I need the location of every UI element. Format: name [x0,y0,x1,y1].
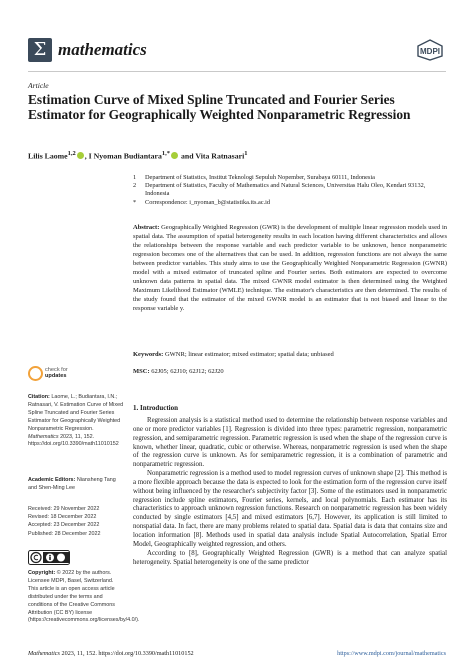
journal-logo: Σ [28,38,52,62]
affiliation-mark: 2 [133,182,137,190]
journal-name: mathematics [58,40,147,59]
page-footer [28,650,446,657]
check-for-updates-button[interactable] [45,367,68,379]
editors-text: Niansheng Tang and Shen-Ming Lee [28,477,116,491]
mdpi-logo [414,38,446,62]
mdpi-logo-text: MDPI [420,47,440,56]
copyright-notice [28,570,140,625]
msc-text: 62J05; 62J10; 62J12; 62J20 [151,368,224,375]
paragraph: Regression analysis is a statistical method used to determine the relationship between response variables and one or more predictor variables [1]. Regression is divided into three types: parametric regression, nonparametric regression, and semiparametric regression. Parametric regression is used when the shape of the regression curve is known, whether linear, quadratic, cubic or otherwise. Whereas, nonparametric regression is used when the shape of the regression curve is unknown. As for semiparametric regression, it is a combination of parametric and nonparametric regression. [133,417,447,469]
affiliation-mark: * [133,198,137,206]
orcid-icon[interactable] [171,152,178,159]
author-affiliation-mark: 1,2 [67,150,76,157]
abstract-label: Abstract: [133,224,160,231]
footer-citation [28,650,194,657]
article-type: Article [28,81,49,90]
publication-dates [28,505,124,538]
citation-label: Citation: [28,394,50,400]
footer-journal: Mathematics [28,650,60,657]
author-separator: , [84,151,89,161]
citation-journal: Mathematics [28,433,59,440]
keywords-text: GWNR; linear estimator; mixed estimator; spatial data; unbiased [164,351,334,358]
author-name[interactable]: I Nyoman Budiantara [88,151,162,161]
check-for-updates-line2: updates [45,373,67,380]
affiliations [133,174,445,207]
copyright-text: © 2022 by the authors. Licensee MDPI, Basel, Switzerland. This article is an open access article distributed under the terms and conditions of the Creative Commons Attribution (CC BY) license (https://creativecommons.org/licenses/by/4.0/). [28,570,140,624]
msc-label: MSC: [133,368,150,375]
editors-label: Academic Editors: [28,477,76,483]
keywords [133,351,447,360]
correspondence [133,199,445,207]
affiliation-text: Department of Statistics, Faculty of Mathematics and Natural Sciences, Universitas Halu Oleo, Kendari 93132, Indonesia [145,182,426,198]
author-list [28,150,247,161]
paragraph: According to [8], Geographically Weighted Regression (GWR) is a method that can analyze spatial heterogeneity. Spatial heterogeneity is one of the same predictor [133,549,447,566]
citation-block [28,394,124,449]
footer-doi[interactable]: 2023, 11, 152. https://doi.org/10.3390/math11010152 [61,650,194,657]
orcid-icon[interactable] [77,152,84,159]
citation-text: Laome, L.; Budiantara, I.N.; Ratnasari, V. Estimation Curve of Mixed Spline Truncated and Fourier Series Estimator for Geographically Weighted Nonparametric Regression. [28,394,124,432]
keywords-label: Keywords: [133,351,164,358]
affiliation-text: Department of Statistics, Institut Teknologi Sepuluh Nopember, Surabaya 60111, Indonesia [145,174,375,181]
paragraph: Nonparametric regression is a method used to model regression curves of unknown shape [2]. This method is a more flexible approach because the data is expected to look for the estimation form of the regression curve itself without being influenced by the researcher's subjectivity factor [3]. Some of the estimators used in nonparametric regression include spline estimators, Fourier series, kernels, and local polynomials. Each estimator has its characteristics to approach unknown regression functions. Research on nonparametric regression has been widely conducted by single estimators [4,5] and mixed estimators [6,7]. However, its application is still limited to nonspatial data. In fact, there are many problems related to spatial data. Spatial data is data that contains size and location information [8]. Methods used in spatial data analysis include Spatial Autocorrelation, Spatial Error Model, Geographically weighted regression, and others. [133,470,447,548]
received-date: Received: 29 November 2022 [28,506,100,512]
msc-codes [133,368,447,377]
citation-doi[interactable]: 2023, 11, 152. https://doi.org/10.3390/math11010152 [28,433,119,448]
check-for-updates-icon[interactable] [28,366,43,381]
abstract-text: Geographically Weighted Regression (GWR) is the development of multiple linear regression models used in spatial data. The assumption of spatial heterogeneity results in each location having different characteristics and allows the relationships between the response variable and each predictor variable to be unknown, hence nonparametric regression becomes one of the alternatives that can be used. In addition, regression functions are not always the same between predictor variables. This study aims to use the Geographically Weighted Nonparametric Regression (GWNR) model with a mixed estimator of truncated spline and Fourier series. Both estimators are expected to overcome unknown data patterns in spatial data. The mixed GWNR model estimator is then determined using the Weighted Maximum Likelihood Estimator (WMLE) technique. The estimator's characteristics are then determined. The results of the study found that the estimator of the mixed GWNR model is an estimator that is not biased and linear to the response variable y. [133,224,448,312]
author-affiliation-mark: 1 [244,150,248,157]
author-affiliation-mark: 1,* [161,150,171,157]
published-date: Published: 28 December 2022 [28,530,101,537]
correspondence-text[interactable]: Correspondence: i_nyoman_b@statistika.its.ac.id [145,198,271,206]
affiliation-item [133,174,445,182]
author-name[interactable]: Lilis Laome [28,151,68,161]
accepted-date: Accepted: 23 December 2022 [28,522,100,529]
affiliation-item [133,182,445,198]
journal-url-link[interactable]: https://www.mdpi.com/journal/mathematics [337,650,446,657]
cc-by-license-icon[interactable] [28,550,70,565]
article-title: Estimation Curve of Mixed Spline Truncated and Fourier Series Estimator for Geographically Weighted Nonparametric Regression [28,92,411,122]
section-heading: 1. Introduction [133,404,178,412]
abstract [133,224,447,314]
header-divider [28,71,446,72]
author-separator: and [179,151,196,161]
check-for-updates-line1: check for [45,367,68,373]
revised-date: Revised: 18 December 2022 [28,514,97,521]
affiliation-mark: 1 [133,174,137,181]
copyright-label: Copyright: [28,570,56,576]
academic-editors [28,477,124,493]
introduction-body [133,417,447,567]
author-name[interactable]: Vita Ratnasari [195,151,245,161]
